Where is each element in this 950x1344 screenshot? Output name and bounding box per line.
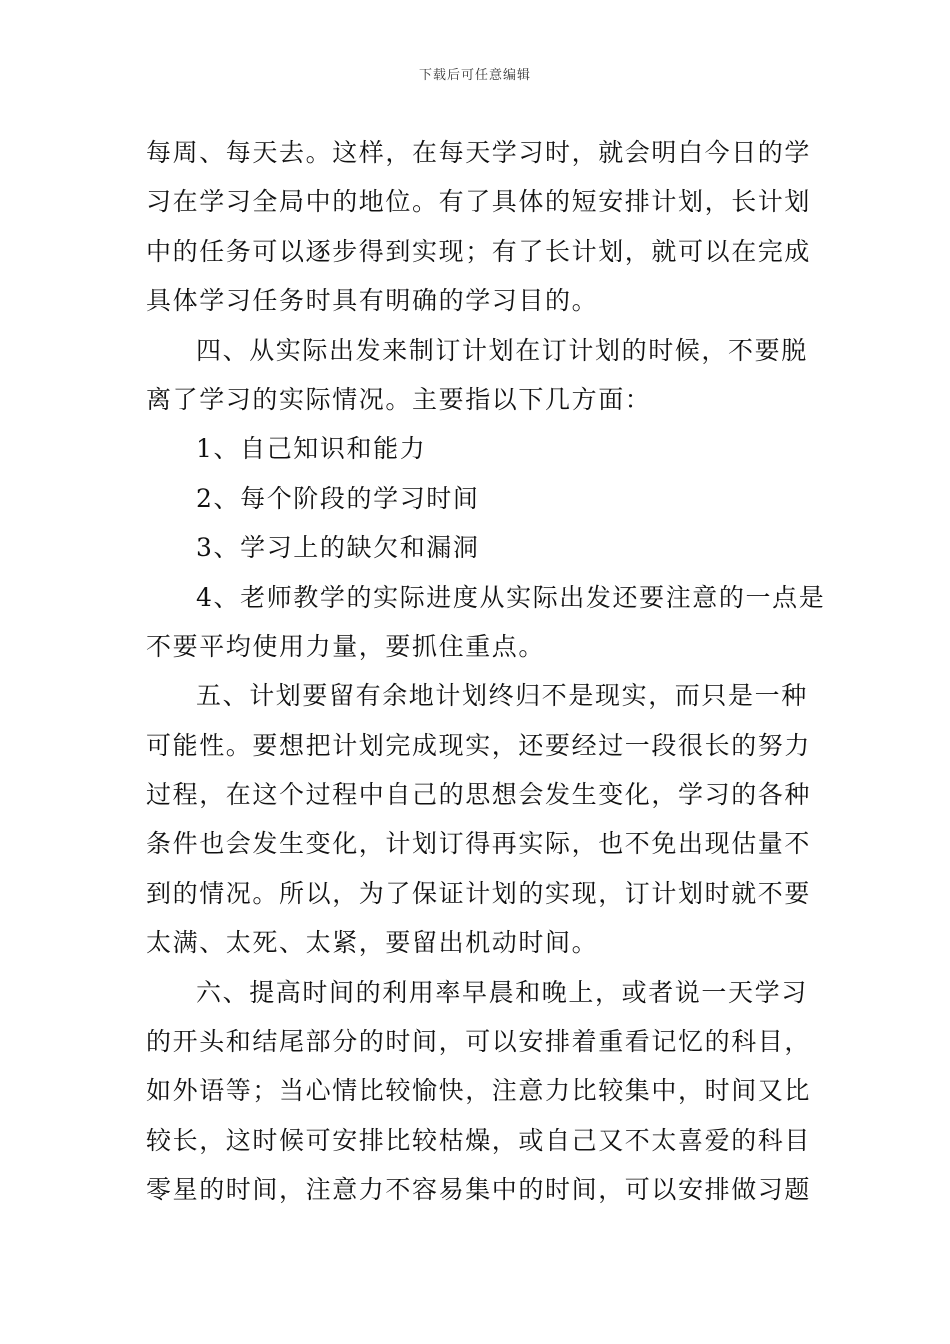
text-line: 习在学习全局中的地位。有了具体的短安排计划，长计划 bbox=[146, 187, 812, 217]
text-line: 的开头和结尾部分的时间，可以安排着重看记忆的科目， bbox=[146, 1027, 812, 1057]
text-line: 每周、每天去。这样，在每天学习时，就会明白今日的学 bbox=[146, 138, 812, 167]
text-line: 太满、太死、太紧，要留出机动时间。 bbox=[146, 928, 599, 958]
text-line: 如外语等；当心情比较愉快，注意力比较集中，时间又比 bbox=[146, 1076, 812, 1106]
text-line: 条件也会发生变化，计划订得再实际，也不免出现估量不 bbox=[146, 829, 812, 859]
text-line: 零星的时间，注意力不容易集中的时间，可以安排做习题 bbox=[146, 1175, 812, 1205]
text-line: 五、计划要留有余地计划终归不是现实，而只是一种 bbox=[196, 681, 808, 711]
text-line: 到的情况。所以，为了保证计划的实现，订计划时就不要 bbox=[146, 878, 812, 908]
text-line: 4、老师教学的实际进度从实际出发还要注意的一点是 bbox=[196, 582, 826, 612]
text-line: 具体学习任务时具有明确的学习目的。 bbox=[146, 286, 599, 316]
text-line: 2、每个阶段的学习时间 bbox=[196, 483, 480, 513]
text-line: 中的任务可以逐步得到实现；有了长计划，就可以在完成 bbox=[146, 236, 812, 266]
text-line: 可能性。要想把计划完成现实，还要经过一段很长的努力 bbox=[146, 730, 812, 760]
text-line: 不要平均使用力量，要抓住重点。 bbox=[146, 631, 546, 661]
page-header: 下载后可任意编辑 bbox=[418, 68, 531, 83]
text-line: 较长，这时候可安排比较枯燥，或自己又不太喜爱的科目 bbox=[146, 1125, 812, 1155]
text-line: 六、提高时间的利用率早晨和晚上，或者说一天学习 bbox=[196, 977, 808, 1007]
document-body bbox=[146, 128, 826, 1215]
text-line: 1、自己知识和能力 bbox=[196, 434, 427, 464]
text-line: 3、学习上的缺欠和漏洞 bbox=[196, 533, 480, 563]
text-line: 四、从实际出发来制订计划在订计划的时候，不要脱 bbox=[196, 335, 808, 365]
text-line: 过程，在这个过程中自己的思想会发生变化，学习的各种 bbox=[146, 780, 812, 810]
text-line: 离了学习的实际情况。主要指以下几方面： bbox=[146, 384, 652, 414]
